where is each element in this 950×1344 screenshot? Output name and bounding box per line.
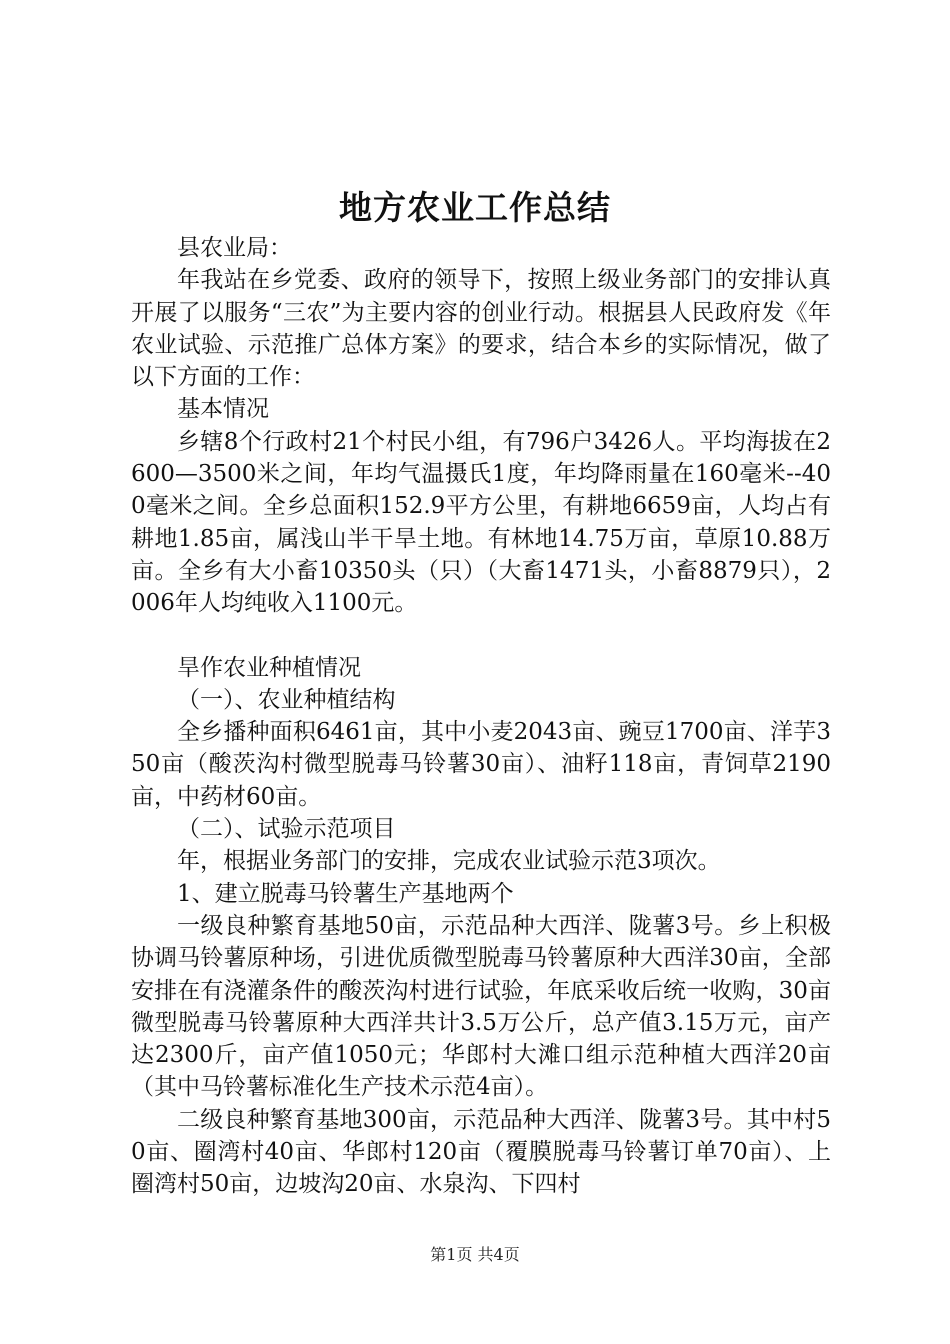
- page-title: 地方农业工作总结: [339, 188, 611, 227]
- section-heading-basic-situation: 基本情况: [177, 396, 269, 423]
- page-footer: 第1页 共4页: [430, 1245, 520, 1264]
- subheading-planting-structure: （一）、农业种植结构: [177, 686, 396, 713]
- blank-line: [131, 620, 831, 652]
- intro-paragraph: 年我站在乡党委、政府的领导下，按照上级业务部门的安排认真开展了以服务“三农”为主要内容的创业行动。根据县人民政府发《年农业试验、示范推广总体方案》的要求，结合本乡的实际情况，做了以下方面的工作：: [131, 267, 831, 391]
- basic-situation-paragraph: 乡辖8个行政村21个村民小组，有796户3426人。平均海拔在2600—3500米之间，年均气温摄氏1度，年均降雨量在160毫米--400毫米之间。全乡总面积152.9平方公里，有耕地6659亩，人均占有耕地1.85亩，属浅山半干旱土地。有林地14.75万亩，草原10.88万亩。全乡有大小畜10350头（只）（大畜1471头，小畜8879只），2006年人均纯收入1100元。: [131, 428, 831, 617]
- second-grade-base-paragraph: 二级良种繁育基地300亩，示范品种大西洋、陇薯3号。其中村50亩、圈湾村40亩、华郎村120亩（覆膜脱毒马铃薯订单70亩）、上圈湾村50亩，边坡沟20亩、水泉沟、下四村: [131, 1106, 831, 1198]
- first-grade-base-paragraph: 一级良种繁育基地50亩，示范品种大西洋、陇薯3号。乡上积极协调马铃薯原种场，引进优质微型脱毒马铃薯原种大西洋30亩，全部安排在有浇灌条件的酸茨沟村进行试验，年底采收后统一收购，30亩微型脱毒马铃薯原种大西洋共计3.5万公斤，总产值3.15万元，亩产达2300斤，亩产值1050元；华郎村大滩口组示范种植大西洋20亩（其中马铃薯标准化生产技术示范4亩）。: [131, 912, 831, 1101]
- subheading-demonstration-projects: （二）、试验示范项目: [177, 816, 396, 843]
- planting-structure-paragraph: 全乡播种面积6461亩，其中小麦2043亩、豌豆1700亩、洋芋350亩（酸茨沟村微型脱毒马铃薯30亩）、油籽118亩，青饲草2190亩，中药材60亩。: [131, 719, 831, 810]
- item-heading-potato-bases: 1、建立脱毒马铃薯生产基地两个: [177, 880, 514, 907]
- salutation: 县农业局：: [177, 235, 292, 261]
- document-body: [131, 232, 831, 1201]
- demonstration-summary-paragraph: 年，根据业务部门的安排，完成农业试验示范3项次。: [177, 848, 721, 875]
- section-heading-dryland-farming: 旱作农业种植情况: [177, 654, 361, 681]
